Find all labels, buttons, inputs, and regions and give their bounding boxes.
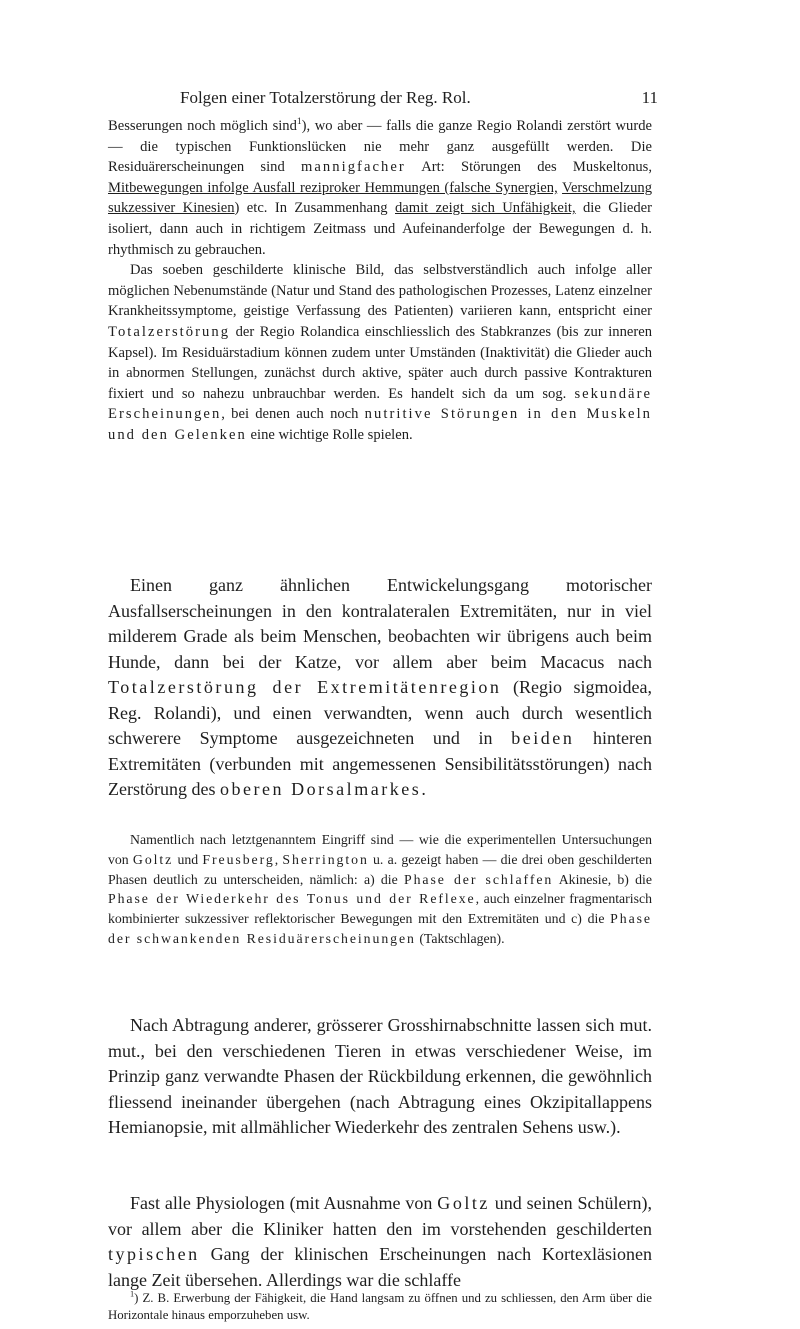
spaced-emphasis: nutritive Störungen in den Muskeln und den Gelenken (108, 406, 653, 443)
footnote (108, 1290, 652, 1324)
author-name: Freusberg (202, 851, 275, 867)
spaced-emphasis: sekundäre Erscheinungen (108, 385, 652, 423)
footnote-marker: 1 (130, 1289, 135, 1299)
spaced-emphasis: Phase der schwankenden Residuärerscheinungen (108, 911, 652, 946)
author-name: Goltz (132, 851, 174, 867)
running-title: Folgen einer Totalzerstörung der Reg. Rol. (180, 88, 471, 107)
text-run: eine wichtige Rolle spielen. (246, 426, 413, 443)
page-header (108, 88, 658, 114)
text-run: und seinen Schülern), vor allem aber die Kliniker hatten den im vorstehenden geschilderten (108, 1193, 653, 1239)
text-run: Das soeben geschilderte klinische Bild, das selbstverständlich auch infolge aller möglichen Nebenumstände (Natur und Stand des pathologischen Prozesses, Latenz einzelner Krankheitssymptome, geistige Verfassung des Patienten) variieren kann, entspricht einer (108, 262, 652, 320)
text-run: hinteren Extremitäten (verbunden mit angemessenen Sensibilitätsstörungen) nach Zerstörung des (108, 728, 652, 799)
text-run: Gang der klinischen Erscheinungen nach Kortexläsionen lange Zeit übersehen. Allerdings war die schlaffe (108, 1244, 652, 1290)
text-run: die Glieder isoliert, dann auch in richtigem Zeitmass und Aufeinanderfolge der Bewegungen d. h. rhythmisch zu gebrauchen. (108, 200, 652, 258)
spaced-emphasis: Phase der Wiederkehr des Tonus und der Reflexe (108, 891, 476, 907)
text-run: (Regio sigmoidea, Reg. Rolandi), und einen verwandten, wenn auch durch wesentlich schwerere Symptome ausgezeichneten und in (108, 677, 652, 748)
spaced-emphasis: typischen (108, 1244, 200, 1264)
text-run: ) etc. In Zusammenhang (234, 200, 395, 217)
spaced-emphasis: mannigfacher (301, 159, 406, 176)
paragraph-animal-comparison (108, 573, 652, 803)
text-run: Akinesie, b) die (553, 871, 652, 887)
text-run: und (173, 851, 203, 867)
spaced-emphasis: Totalzerstörung der Extremitätenregion (108, 677, 502, 697)
text-run: Besserungen noch möglich sind (108, 118, 297, 134)
footnote-marker: 1 (296, 117, 302, 128)
text-run: u. a. gezeigt haben — die drei oben geschilderten Phasen deutlich zu unterscheiden, nämlich: a) die (108, 851, 653, 887)
text-run: . (421, 779, 426, 799)
underlined-phrase: Verschmelzung sukzessiver Kinesien (108, 179, 652, 217)
paragraph-three-phases (108, 830, 652, 949)
text-run: , (274, 851, 283, 867)
spaced-emphasis: beiden (511, 728, 575, 748)
underlined-phrase: Mitbewegungen infolge Ausfall reziproker Hemmungen (falsche Synergien, (108, 179, 558, 196)
text-run: Fast alle Physiologen (mit Ausnahme von (130, 1193, 438, 1213)
text-run: (Taktschlagen). (415, 930, 505, 946)
paragraph-cerebral-ablation (108, 1013, 652, 1141)
text-run: der Regio Rolandica einschliesslich des Stabkranzes (bis zur inneren Kapsel). Im Residuärstadium können zudem unter Umständen (Inaktivität) die Glieder auch in abnormen Stellungen, zunächst durch aktive, später auch durch passive Kontrakturen fixiert und so nahezu unbrauchbar werden. Es handelt sich da um sog. (108, 323, 652, 402)
text-run: Art: Störungen des Muskeltonus, (405, 159, 652, 176)
underlined-phrase: damit zeigt sich Unfähigkeit, (395, 200, 576, 217)
spaced-emphasis: Phase der schlaffen (403, 871, 554, 887)
paragraph-physiologists (108, 1191, 652, 1293)
text-run: Namentlich nach letztgenanntem Eingriff sind — wie die experimentellen Untersuchungen von (108, 832, 652, 867)
footnote-text: ) Z. B. Erwerbung der Fähigkeit, die Hand langsam zu öffnen und zu schliessen, den Arm über die Horizontale hinaus emporzuheben usw. (108, 1291, 652, 1322)
text-run: Nach Abtragung anderer, grösserer Grosshirnabschnitte lassen sich mut. mut., bei den verschiedenen Tieren in etwas verschiedener Weise, im Prinzip ganz verwandte Phasen der Rückbildung erkennen, die gewöhnlich fliessend ineinander übergehen (nach Abtragung eines Okzipitallappens Hemianopsie, mit allmählicher Wiederkehr des zentralen Sehens usw.). (108, 1015, 652, 1137)
author-name: Sherrington (282, 851, 369, 867)
text-run: ), wo aber — falls die ganze Regio Rolandi zerstört wurde — die typischen Funktionslücken nie mehr ganz ausgefüllt werden. Die Residuärerscheinungen sind (108, 118, 652, 176)
page-number: 11 (641, 88, 658, 107)
author-name: Goltz (437, 1193, 490, 1213)
text-run: , auch einzelner fragmentarisch kombinierter sukzessiver reflektorischer Bewegungen mit den Extremitäten und c) die (108, 891, 652, 927)
spaced-emphasis: oberen Dorsalmarkes (219, 779, 422, 799)
text-run: , bei denen auch noch (221, 406, 365, 423)
paragraph-residual-symptoms (108, 116, 652, 446)
spaced-emphasis: Totalzerstörung (108, 323, 231, 340)
text-run: Einen ganz ähnlichen Entwickelungsgang motorischer Ausfallserscheinungen in den kontralateralen Extremitäten, nur in viel milderem Grade als beim Menschen, beobachten wir übrigens auch beim Hunde, dann bei der Katze, vor allem aber beim Macacus nach (108, 575, 652, 672)
